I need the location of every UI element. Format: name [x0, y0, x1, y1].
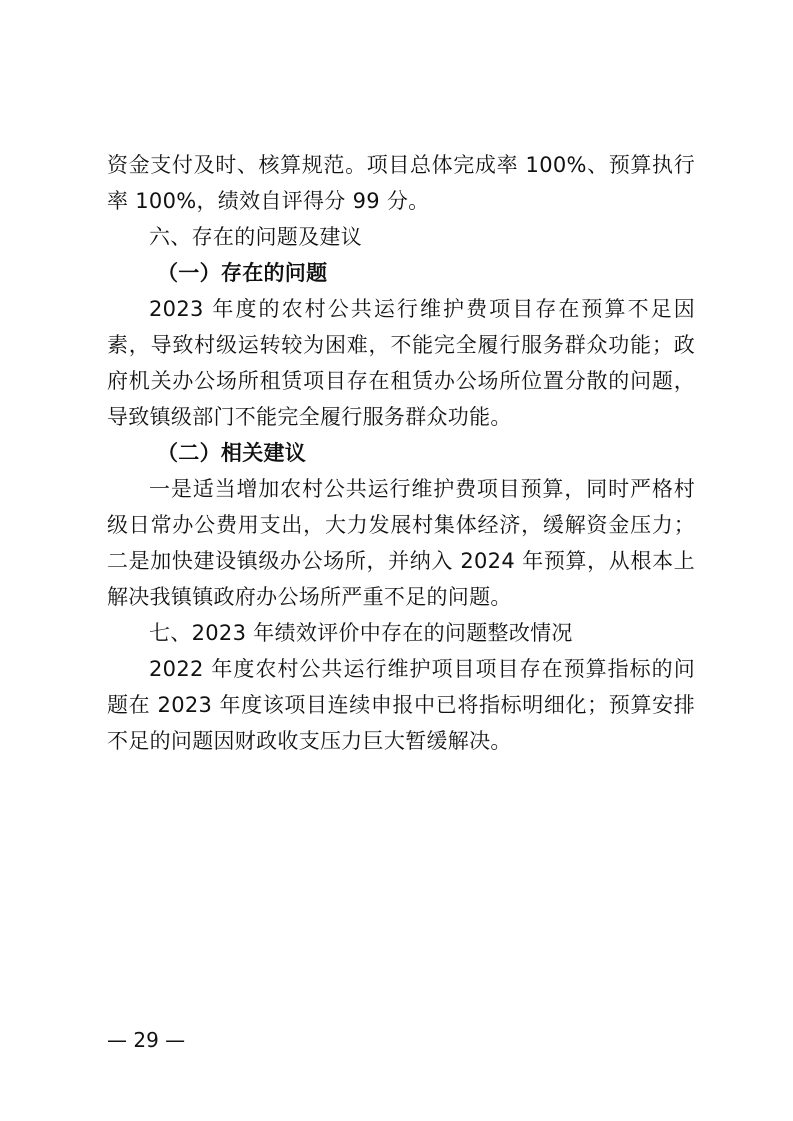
subheading-related-suggestions: （二）相关建议 [157, 441, 307, 465]
section-heading-problems-suggestions: 六、存在的问题及建议 [149, 225, 362, 249]
paragraph-suggestions: 一是适当增加农村公共运行维护费项目预算，同时严格村级日常办公费用支出，大力发展村集体经济，缓解资金压力；二是加快建设镇级办公场所，并纳入 2024 年预算，从根本上解决我镇镇政府办公场所严重不足的问题。 [107, 477, 695, 609]
paragraph-problems: 2023 年度的农村公共运行维护费项目存在预算不足因素，导致村级运转较为困难，不能完全履行服务群众功能；政府机关办公场所租赁项目存在租赁办公场所位置分散的问题，导致镇级部门不能完全履行服务群众功能。 [107, 297, 695, 429]
page-number: — 29 — [107, 1028, 186, 1052]
subheading-existing-problems: （一）存在的问题 [157, 261, 328, 285]
document-body [107, 147, 695, 759]
paragraph-rectification: 2022 年度农村公共运行维护项目项目存在预算指标的问题在 2023 年度该项目连续申报中已将指标明细化；预算安排不足的问题因财政收支压力巨大暂缓解决。 [107, 657, 695, 753]
section-heading-rectification: 七、2023 年绩效评价中存在的问题整改情况 [149, 621, 573, 645]
paragraph-continuation: 资金支付及时、核算规范。项目总体完成率 100%、预算执行率 100%，绩效自评得分 99 分。 [107, 153, 695, 213]
